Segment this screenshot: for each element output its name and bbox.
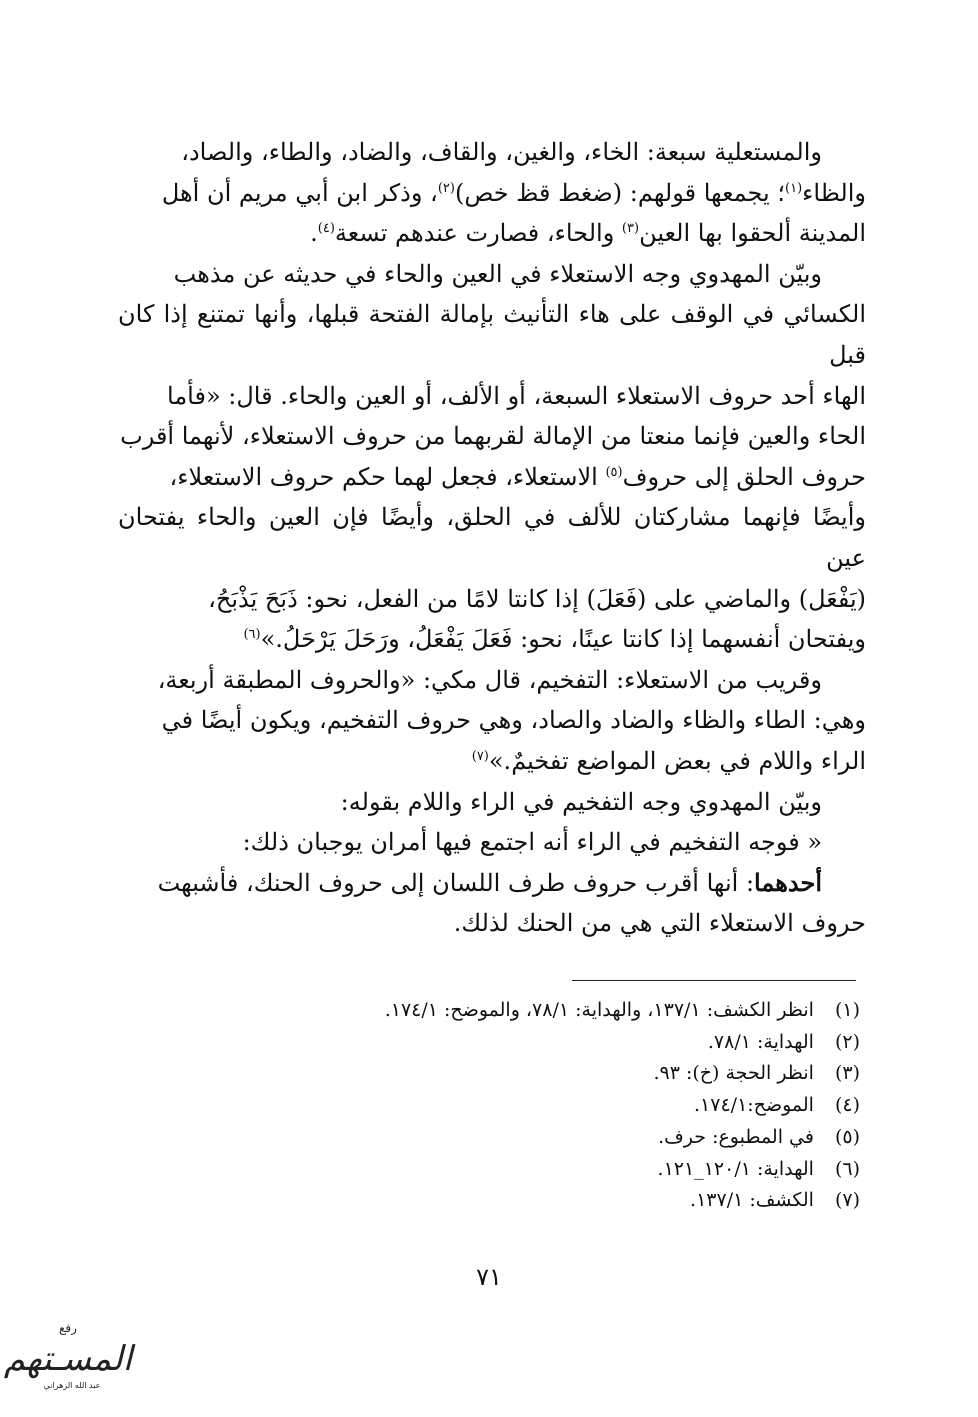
text-line [118, 457, 866, 498]
footnote-item [240, 995, 860, 1027]
text-run: المدينة ألحقوا بها العين [639, 219, 866, 248]
bold-lead: أحدهما [754, 867, 822, 897]
text-line: « فوجه التفخيم في الراء أنه اجتمع فيها أمران يوجبان ذلك: [242, 828, 822, 857]
text-line: وبيّن المهدوي وجه التفخيم في الراء واللام بقوله: [340, 787, 822, 816]
footnote-number: (٧) [834, 1189, 860, 1212]
footnote-item [240, 1185, 860, 1217]
footnote-text: الهداية: ٧٨/١. [707, 1030, 814, 1053]
text-line: الحاء والعين فإنما منعتا من الإمالة لقربهما من حروف الاستعلاء، لأنهما أقرب [120, 422, 866, 451]
text-line [118, 173, 866, 214]
footnote-number: (٢) [834, 1030, 860, 1053]
page-number: ٧١ [476, 1263, 502, 1291]
main-text [118, 132, 866, 944]
footnote-text: في المطبوع: حرف. [658, 1125, 814, 1148]
text-run: حروف الحلق إلى حروف [622, 462, 866, 491]
text-line [118, 863, 866, 904]
footnote-ref-5[interactable]: (٥) [605, 464, 623, 480]
footnote-text: انظر الحجة (خ): ٩٣. [653, 1062, 814, 1085]
text-line: وهي: الطاء والظاء والضاد والصاد، وهي حروف التفخيم، ويكون أيضًا في [161, 706, 866, 735]
text-run: والظاء [802, 178, 866, 207]
footnote-text: الكشف: ١٣٧/١. [690, 1189, 814, 1212]
footnote-item [240, 1122, 860, 1154]
paragraph-3 [118, 660, 866, 782]
paragraph-4 [118, 782, 866, 823]
text-run: الراء واللام في بعض المواضع تفخيمٌ.» [488, 746, 866, 775]
text-line [118, 213, 866, 254]
text-line: (يَفْعَل) والماضي على (فَعَلَ) إذا كانتا لامًا من الفعل، نحو: ذَبَحَ يَذْبَحُ، [208, 584, 866, 613]
watermark-main-text: المسـتهم [3, 1339, 133, 1379]
text-line: وقريب من الاستعلاء: التفخيم، قال مكي: «والحروف المطبقة أربعة، [157, 665, 822, 694]
text-line [118, 619, 866, 660]
footnote-number: (٥) [834, 1125, 860, 1148]
footnote-item [240, 1154, 860, 1186]
text-line [118, 741, 866, 782]
text-run: : أنها أقرب حروف طرف اللسان إلى حروف الحنك، فأشبهت [157, 868, 755, 897]
text-line: وأيضًا فإنهما مشاركتان للألف في الحلق، وأيضًا فإن العين والحاء يفتحان عين [118, 503, 866, 572]
watermark-small-text: عبد الله الزهراني [43, 1381, 101, 1390]
text-line: وبيّن المهدوي وجه الاستعلاء في العين والحاء في حديثه عن مذهب [173, 259, 822, 288]
watermark-logo [3, 1318, 133, 1408]
paragraph-2 [118, 254, 866, 660]
paragraph-1 [118, 132, 866, 254]
footnote-separator [572, 980, 856, 981]
footnote-number: (١) [834, 999, 860, 1021]
watermark-icon [3, 1318, 133, 1408]
text-line: والمستعلية سبعة: الخاء، والغين، والقاف، والضاد، والطاء، والصاد، [181, 138, 822, 166]
footnote-number: (٦) [834, 1157, 860, 1180]
text-run: ، وذكر ابن أبي مريم أن أهل [161, 178, 438, 207]
text-line: الهاء أحد حروف الاستعلاء السبعة، أو الألف، أو العين والحاء. قال: «فأما [167, 381, 866, 410]
footnote-text: الموضح:١٧٤/١. [694, 1094, 814, 1117]
text-run: ويفتحان أنفسهما إذا كانتا عينًا، نحو: فَعَلَ يَفْعَلُ، ورَحَلَ يَرْحَلُ.» [260, 625, 866, 654]
paragraph-5 [118, 822, 866, 863]
watermark-top-text: رفع [59, 1321, 77, 1335]
footnote-item [240, 1090, 860, 1122]
footnote-item [240, 1058, 860, 1090]
footnote-number: (٣) [834, 1062, 860, 1085]
footnote-text: انظر الكشف: ١٣٧/١، والهداية: ٧٨/١، والموضح: ١٧٤/١. [384, 999, 814, 1021]
footnote-ref-3[interactable]: (٣) [621, 221, 640, 237]
text-run: . [310, 219, 318, 248]
text-run: ؛ يجمعها قولهم: (ضغط قظ خص) [454, 178, 785, 207]
footnote-ref-4[interactable]: (٤) [317, 221, 335, 237]
footnote-item [240, 1027, 860, 1059]
footnote-ref-2[interactable]: (٢) [437, 180, 455, 196]
footnote-ref-7[interactable]: (٧) [471, 748, 489, 764]
text-line: حروف الاستعلاء التي هي من الحنك لذلك. [453, 909, 866, 938]
footnote-ref-6[interactable]: (٦) [243, 627, 261, 643]
text-run: والحاء، فصارت عندهم تسعة [334, 219, 622, 248]
paragraph-6 [118, 863, 866, 944]
text-line: الكسائي في الوقف على هاء التأنيث بإمالة الفتحة قبلها، وأنها تمتنع إذا كان قبل [118, 300, 866, 369]
footnote-text: الهداية: ١٢٠/١_١٢١. [657, 1157, 814, 1180]
footnotes-list [240, 995, 860, 1217]
footnote-ref-1[interactable]: (١) [785, 180, 803, 196]
footnote-number: (٤) [834, 1094, 860, 1117]
text-run: الاستعلاء، فجعل لهما حكم حروف الاستعلاء، [169, 462, 606, 491]
